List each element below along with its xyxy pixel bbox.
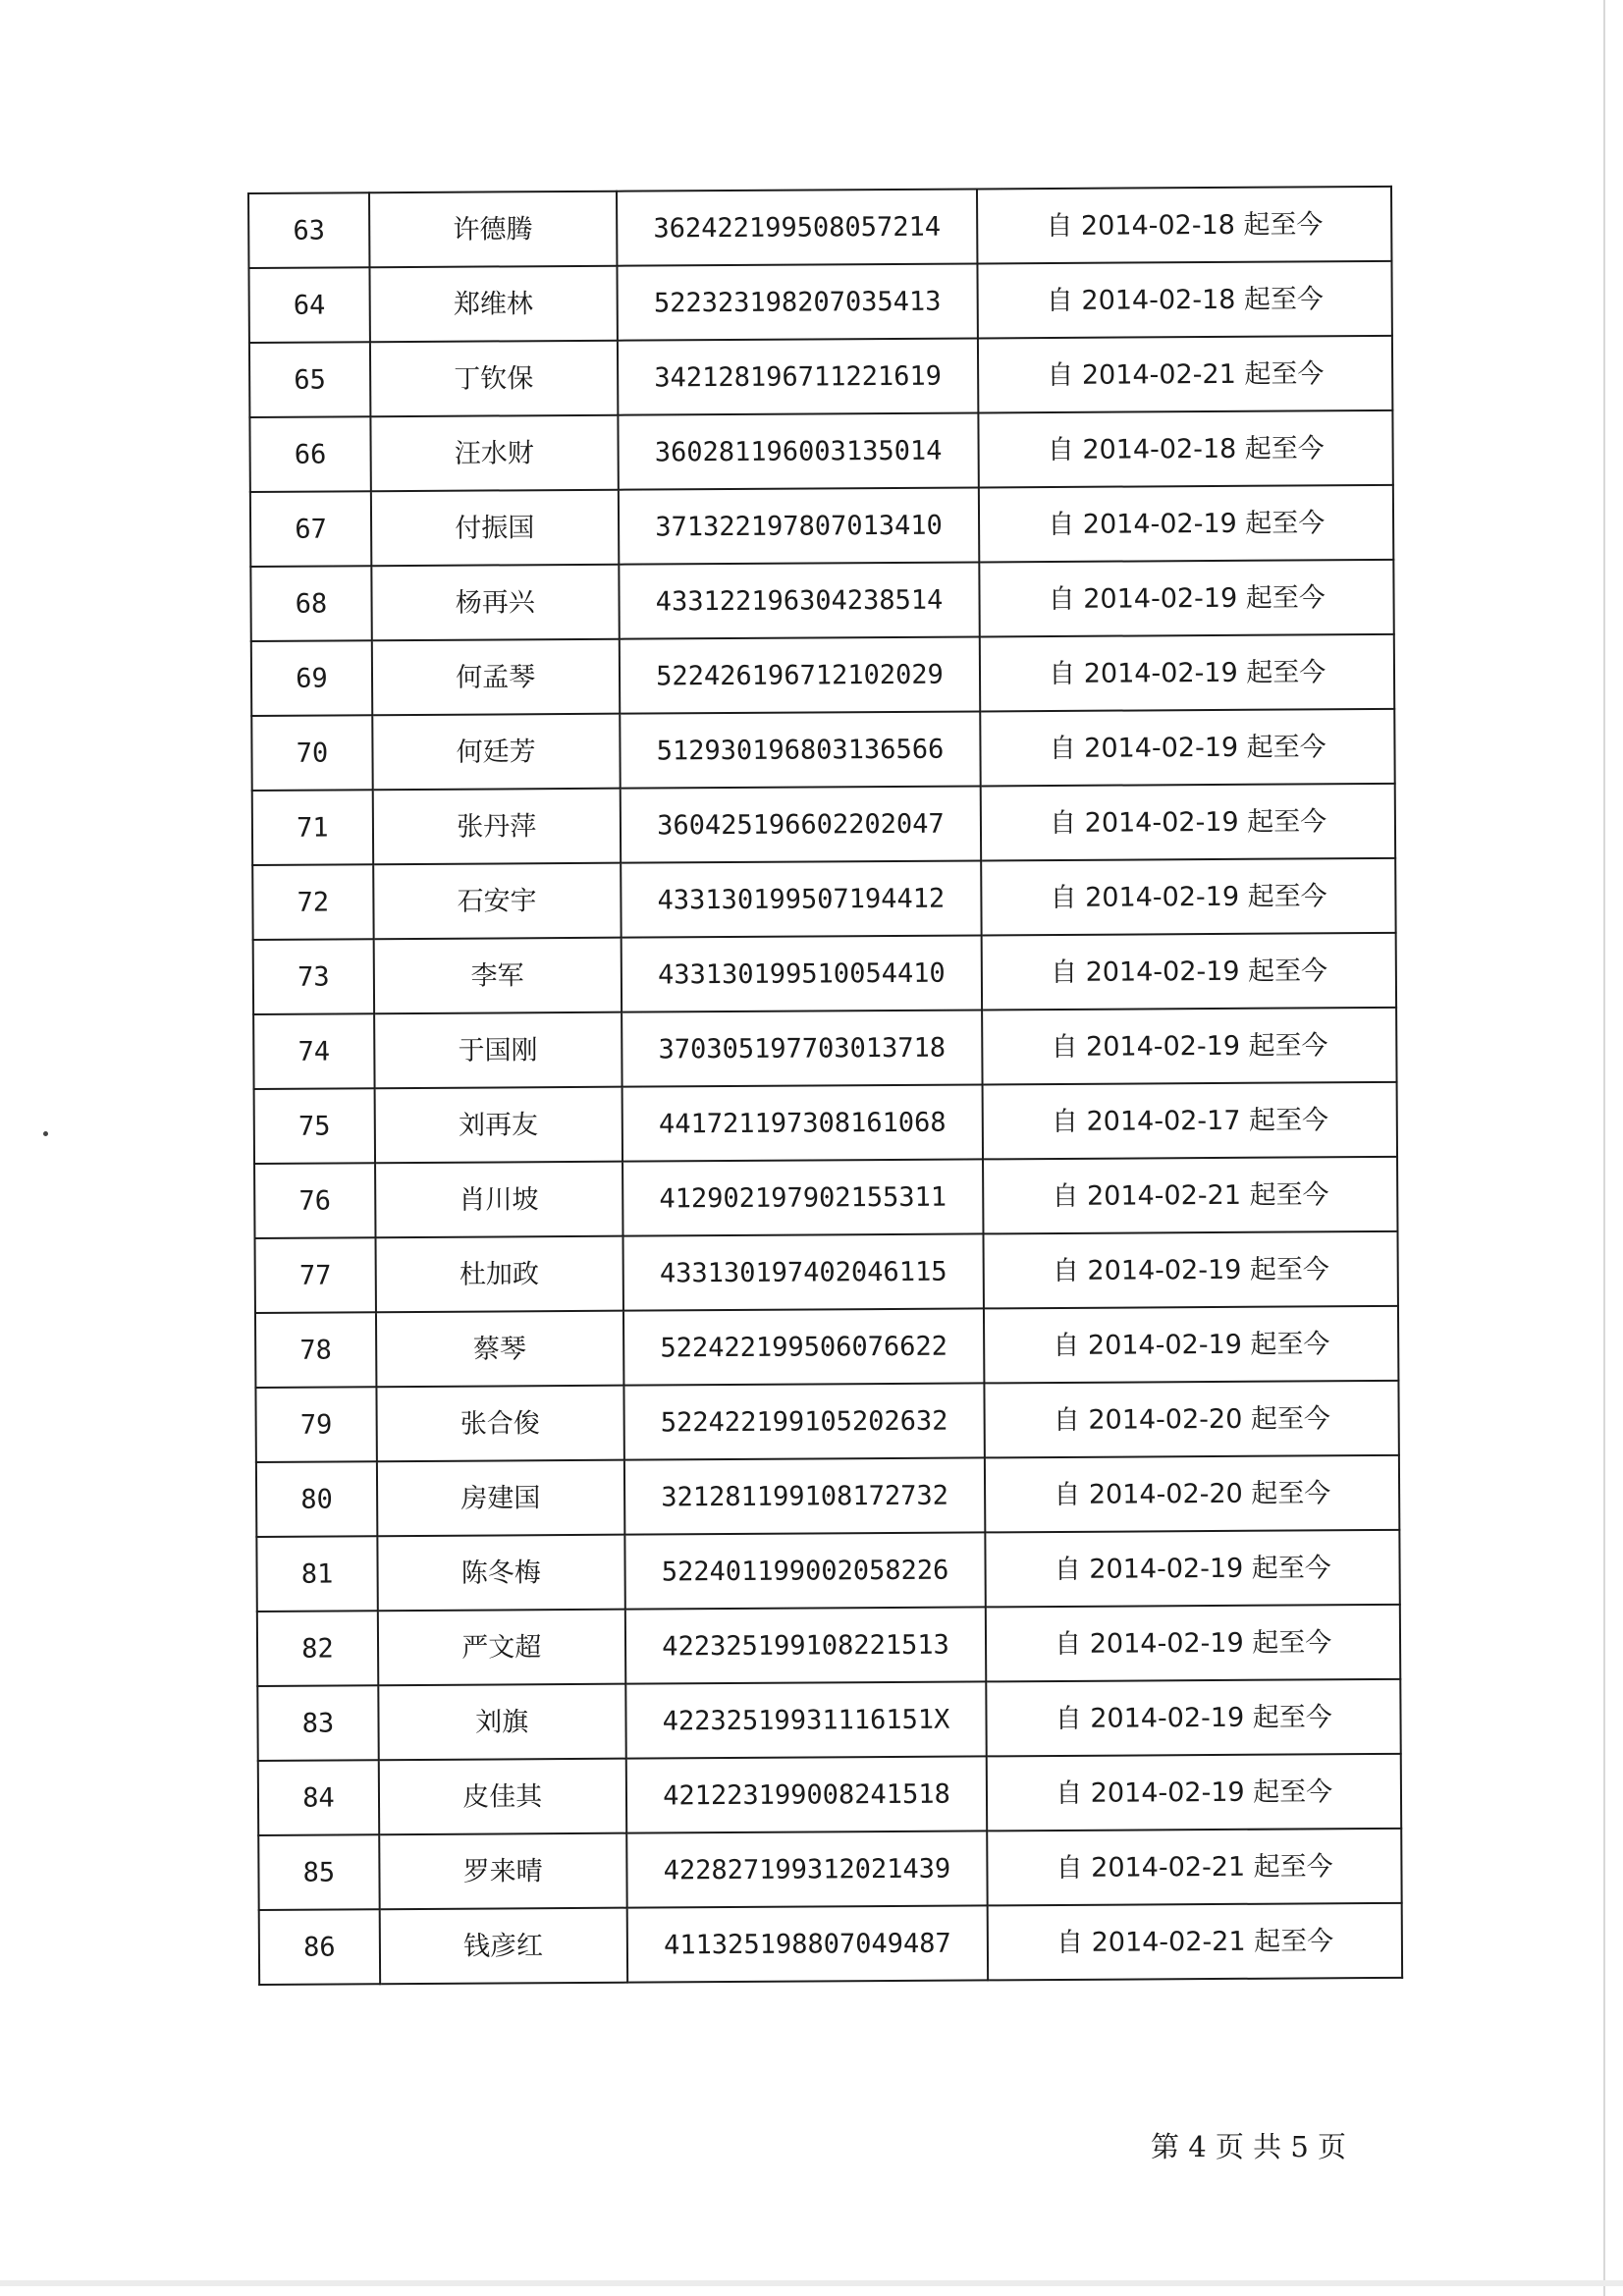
row-number-cell: 85 xyxy=(258,1834,379,1910)
table-row xyxy=(251,709,1394,791)
name-cell: 于国刚 xyxy=(374,1012,622,1089)
name-cell: 皮佳其 xyxy=(379,1759,626,1835)
id-number-cell: 433130199507194412 xyxy=(621,860,982,937)
id-number-cell: 522422199105202632 xyxy=(623,1383,985,1459)
page-number: 第 4 页 共 5 页 xyxy=(1151,2130,1346,2163)
id-number-cell: 433130197402046115 xyxy=(622,1233,984,1310)
period-cell: 自 2014-02-19 起至今 xyxy=(984,1231,1398,1309)
period-cell: 自 2014-02-19 起至今 xyxy=(979,485,1393,563)
table-row xyxy=(257,1605,1400,1686)
row-number-cell: 73 xyxy=(253,939,374,1014)
period-cell: 自 2014-02-19 起至今 xyxy=(982,858,1396,936)
row-number-cell: 75 xyxy=(254,1088,375,1164)
name-cell: 石安宇 xyxy=(373,863,621,940)
id-number-cell: 422325199108221513 xyxy=(624,1607,986,1683)
table-row xyxy=(248,261,1391,343)
name-cell: 严文超 xyxy=(378,1610,625,1686)
roster-table xyxy=(247,186,1403,1986)
row-number-cell: 63 xyxy=(248,192,369,268)
period-cell: 自 2014-02-21 起至今 xyxy=(983,1157,1397,1234)
table-row xyxy=(252,784,1395,865)
name-cell: 刘旗 xyxy=(378,1684,625,1761)
name-cell: 陈冬梅 xyxy=(377,1535,624,1612)
period-cell: 自 2014-02-19 起至今 xyxy=(980,560,1394,637)
id-number-cell: 42232519931116151X xyxy=(625,1681,987,1758)
id-number-cell: 522323198207035413 xyxy=(617,263,978,340)
row-number-cell: 86 xyxy=(259,1909,380,1985)
name-cell: 何孟琴 xyxy=(372,639,620,716)
id-number-cell: 411325198807049487 xyxy=(626,1905,988,1982)
id-number-cell: 371322197807013410 xyxy=(618,487,979,564)
period-cell: 自 2014-02-19 起至今 xyxy=(987,1754,1401,1831)
table-row xyxy=(256,1530,1399,1612)
name-cell: 何廷芳 xyxy=(372,714,620,791)
period-cell: 自 2014-02-20 起至今 xyxy=(985,1381,1399,1458)
table-row xyxy=(255,1231,1398,1313)
name-cell: 罗来晴 xyxy=(379,1833,626,1910)
period-cell: 自 2014-02-19 起至今 xyxy=(981,709,1395,787)
id-number-cell: 433122196304238514 xyxy=(619,562,980,638)
id-number-cell: 362422199508057214 xyxy=(617,189,978,265)
id-number-cell: 412902197902155311 xyxy=(622,1159,984,1235)
table-row xyxy=(257,1679,1400,1761)
row-number-cell: 64 xyxy=(248,267,369,343)
row-number-cell: 82 xyxy=(257,1611,378,1686)
row-number-cell: 79 xyxy=(255,1387,376,1462)
roster-table-body xyxy=(248,187,1402,1985)
row-number-cell: 67 xyxy=(250,491,371,567)
name-cell: 钱彦红 xyxy=(380,1908,627,1985)
id-number-cell: 512930196803136566 xyxy=(620,711,981,788)
row-number-cell: 66 xyxy=(249,416,370,492)
name-cell: 肖川坡 xyxy=(375,1162,622,1238)
name-cell: 张丹萍 xyxy=(373,789,621,865)
period-cell: 自 2014-02-21 起至今 xyxy=(978,336,1392,413)
id-number-cell: 522401199002058226 xyxy=(624,1532,986,1609)
table-row xyxy=(254,1157,1397,1238)
row-number-cell: 77 xyxy=(255,1237,376,1313)
name-cell: 郑维林 xyxy=(369,266,617,343)
row-number-cell: 68 xyxy=(250,566,371,641)
period-cell: 自 2014-02-17 起至今 xyxy=(983,1082,1397,1160)
name-cell: 付振国 xyxy=(371,490,619,567)
row-number-cell: 76 xyxy=(254,1163,375,1238)
id-number-cell: 342128196711221619 xyxy=(617,338,978,414)
id-number-cell: 321281199108172732 xyxy=(623,1457,985,1534)
period-cell: 自 2014-02-19 起至今 xyxy=(986,1530,1400,1608)
table-row xyxy=(253,1008,1396,1089)
row-number-cell: 70 xyxy=(251,715,372,791)
name-cell: 丁钦保 xyxy=(370,341,618,417)
table-row xyxy=(255,1306,1398,1388)
name-cell: 许德腾 xyxy=(369,191,617,268)
table-row xyxy=(250,560,1393,641)
name-cell: 张合俊 xyxy=(376,1386,623,1462)
period-cell: 自 2014-02-19 起至今 xyxy=(983,1008,1397,1085)
name-cell: 房建国 xyxy=(377,1460,624,1537)
period-cell: 自 2014-02-18 起至今 xyxy=(978,261,1392,339)
row-number-cell: 65 xyxy=(249,342,370,417)
table-row xyxy=(259,1903,1402,1985)
row-number-cell: 74 xyxy=(253,1013,374,1089)
period-cell: 自 2014-02-20 起至今 xyxy=(985,1455,1399,1533)
period-cell: 自 2014-02-19 起至今 xyxy=(986,1605,1400,1682)
table-row xyxy=(258,1754,1401,1835)
period-cell: 自 2014-02-19 起至今 xyxy=(980,634,1394,712)
table-row xyxy=(252,858,1395,940)
period-cell: 自 2014-02-21 起至今 xyxy=(988,1829,1402,1906)
id-number-cell: 360425196602202047 xyxy=(620,786,981,862)
period-cell: 自 2014-02-18 起至今 xyxy=(977,187,1391,264)
scan-edge-bottom xyxy=(0,2280,1623,2286)
table-row xyxy=(253,933,1396,1014)
table-row xyxy=(256,1455,1399,1537)
table-row xyxy=(258,1829,1401,1910)
name-cell: 杜加政 xyxy=(375,1236,622,1313)
name-cell: 杨再兴 xyxy=(371,565,619,641)
row-number-cell: 84 xyxy=(258,1760,379,1835)
row-number-cell: 71 xyxy=(252,790,373,865)
id-number-cell: 433130199510054410 xyxy=(621,935,982,1011)
table-row xyxy=(255,1381,1398,1462)
period-cell: 自 2014-02-19 起至今 xyxy=(982,933,1396,1011)
table-row xyxy=(250,485,1393,567)
name-cell: 蔡琴 xyxy=(376,1311,623,1388)
row-number-cell: 69 xyxy=(251,640,372,716)
table-row xyxy=(249,410,1392,492)
row-number-cell: 81 xyxy=(256,1536,377,1612)
table-row xyxy=(251,634,1394,716)
id-number-cell: 370305197703013718 xyxy=(622,1010,983,1086)
period-cell: 自 2014-02-21 起至今 xyxy=(988,1903,1402,1981)
id-number-cell: 360281196003135014 xyxy=(618,412,979,489)
row-number-cell: 80 xyxy=(256,1461,377,1537)
scan-speck xyxy=(43,1131,48,1136)
period-cell: 自 2014-02-18 起至今 xyxy=(979,410,1393,488)
id-number-cell: 522422199506076622 xyxy=(623,1308,985,1385)
scan-edge-right xyxy=(1603,0,1605,2296)
period-cell: 自 2014-02-19 起至今 xyxy=(984,1306,1398,1384)
name-cell: 汪水财 xyxy=(370,415,618,492)
row-number-cell: 83 xyxy=(257,1685,378,1761)
row-number-cell: 72 xyxy=(252,864,373,940)
name-cell: 刘再友 xyxy=(374,1087,622,1164)
table-row xyxy=(254,1082,1397,1164)
table-row xyxy=(248,187,1391,268)
id-number-cell: 441721197308161068 xyxy=(622,1084,983,1161)
period-cell: 自 2014-02-19 起至今 xyxy=(981,784,1395,861)
id-number-cell: 422827199312021439 xyxy=(626,1831,988,1907)
table-row xyxy=(249,336,1392,417)
period-cell: 自 2014-02-19 起至今 xyxy=(987,1679,1401,1757)
name-cell: 李军 xyxy=(374,938,622,1014)
id-number-cell: 522426196712102029 xyxy=(619,636,980,713)
id-number-cell: 421223199008241518 xyxy=(625,1756,987,1832)
row-number-cell: 78 xyxy=(255,1312,376,1388)
